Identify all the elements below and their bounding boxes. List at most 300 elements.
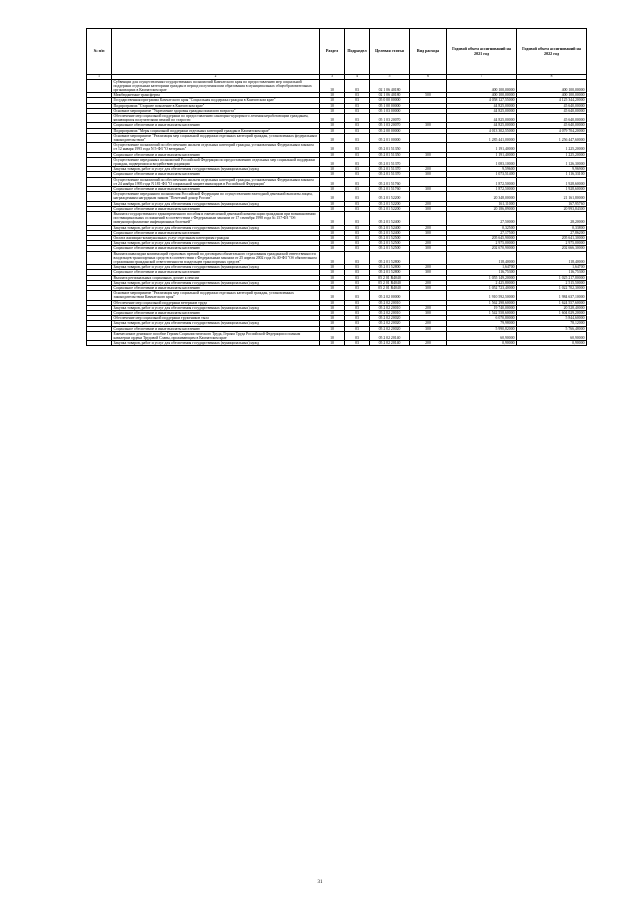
row-2021-cell: 27,17500: [447, 230, 517, 235]
row-section-cell: 10: [320, 103, 345, 108]
table-row: [87, 143, 587, 152]
row-section-cell: 10: [320, 246, 345, 251]
row-target-cell: 05 2 01 51350: [370, 143, 410, 152]
row-2021-cell: 1 872,50000: [447, 186, 517, 191]
table-row: [87, 177, 587, 186]
row-subsection-cell: 03: [345, 291, 370, 300]
row-name-cell: Социальное обеспечение и иные выплаты населению: [112, 123, 320, 128]
row-2021-cell: 1 083,10000: [447, 157, 517, 166]
row-num-cell: [87, 79, 112, 93]
row-target-cell: 05 2 02 20020: [370, 321, 410, 326]
row-target-cell: 05 2 01 51370: [370, 157, 410, 166]
row-2021-cell: 0,90000: [447, 341, 517, 346]
row-2022-cell: 45 640,00000: [517, 123, 587, 128]
row-2022-cell: 1 256 447,60000: [517, 133, 587, 142]
row-num-cell: [87, 341, 112, 346]
row-2021-cell: 60,90000: [447, 331, 517, 340]
row-2022-cell: 4 125 344,20000: [517, 98, 587, 103]
row-2022-cell: 1 126,30000: [517, 157, 587, 166]
row-2022-cell: 116,75300: [517, 270, 587, 275]
table-row: [87, 331, 587, 340]
row-target-cell: 05 0 00 00000: [370, 98, 410, 103]
row-name-cell: Обеспечение мер социальной поддержки тружеников тыла: [112, 316, 320, 321]
row-section-cell: 10: [320, 291, 345, 300]
header-row: [87, 29, 587, 75]
row-section-cell: 10: [320, 172, 345, 177]
row-name-cell: Подпрограмма "Старшее поколение в Камчатском крае": [112, 103, 320, 108]
row-subsection-cell: 03: [345, 98, 370, 103]
row-name-cell: Субвенции для осуществления государственных полномочий Камчатского края по предоставлению мер социальной поддержки отдельным категориям граждан в период получения ими образования в муниципальных общеобразовательных организациях в Камчатском крае: [112, 79, 320, 93]
row-expense-cell: [410, 251, 447, 265]
row-num-cell: [87, 157, 112, 166]
row-section-cell: 10: [320, 133, 345, 142]
row-name-cell: Межбюджетные трансферты: [112, 93, 320, 98]
row-name-cell: Основное мероприятие "Реализация мер социальной поддержки отдельных категорий граждан, установленных законодательством Камчатского края": [112, 291, 320, 300]
row-expense-cell: 300: [410, 326, 447, 331]
row-target-cell: 05 2 02 20010: [370, 300, 410, 305]
row-section-cell: 10: [320, 241, 345, 246]
row-subsection-cell: 03: [345, 167, 370, 172]
row-2021-cell: 5 990,82000: [447, 326, 517, 331]
row-subsection-cell: 03: [345, 316, 370, 321]
row-2022-cell: 1 225,20000: [517, 143, 587, 152]
row-2022-cell: 27,86200: [517, 230, 587, 235]
row-section-cell: 10: [320, 225, 345, 230]
row-2022-cell: 1 025 217,80000: [517, 275, 587, 280]
row-section-cell: 10: [320, 108, 345, 113]
row-2022-cell: 5 766,48000: [517, 326, 587, 331]
row-section-cell: 10: [320, 265, 345, 270]
row-2022-cell: 1 928,60000: [517, 186, 587, 191]
row-2021-cell: 20 186,89000: [447, 206, 517, 211]
row-name-cell: Социальное обеспечение и иные выплаты населению: [112, 186, 320, 191]
row-section-cell: 10: [320, 321, 345, 326]
row-section-cell: 10: [320, 311, 345, 316]
row-2021-cell: 1 191,40000: [447, 143, 517, 152]
row-2021-cell: 0,32500: [447, 225, 517, 230]
row-expense-cell: [410, 291, 447, 300]
header-2021: Годовой объем ассигнований на 2021 год: [447, 29, 517, 75]
table-row: [87, 133, 587, 142]
row-section-cell: 10: [320, 270, 345, 275]
row-section-cell: 10: [320, 300, 345, 305]
row-2021-cell: 116,75300: [447, 270, 517, 275]
row-target-cell: 05 2 01 51370: [370, 172, 410, 177]
row-2021-cell: 44 825,00000: [447, 103, 517, 108]
row-target-cell: 05 2 01 52400: [370, 225, 410, 230]
row-2021-cell: 1 052 723,40000: [447, 286, 517, 291]
row-expense-cell: 300: [410, 172, 447, 177]
row-expense-cell: [410, 133, 447, 142]
row-section-cell: 10: [320, 316, 345, 321]
row-name-cell: Оплата жилищно-коммунальных услуг отдельным категориям граждан: [112, 236, 320, 241]
row-subsection-cell: 03: [345, 103, 370, 108]
row-2022-cell: 45 640,00000: [517, 103, 587, 108]
table-row: [87, 251, 587, 265]
row-expense-cell: 200: [410, 167, 447, 172]
row-num-cell: [87, 331, 112, 340]
row-2022-cell: 1 604 029,20000: [517, 311, 587, 316]
table-row: [87, 113, 587, 122]
row-name-cell: Ежемесячное денежное пособие Героям Социалистического Труда, Героям Труда Российской Федерации и полным кавалерам ордена Трудовой Славы, проживающим в Камчатском крае: [112, 331, 320, 340]
table-row: [87, 192, 587, 201]
row-target-cell: 05 2 01 52200: [370, 206, 410, 211]
row-2021-cell: 1,64700: [447, 265, 517, 270]
row-section-cell: 10: [320, 157, 345, 166]
row-subsection-cell: 03: [345, 241, 370, 246]
row-subsection-cell: 03: [345, 225, 370, 230]
row-name-cell: Осуществление полномочий по обеспечению жильем отдельных категорий граждан, установленных Федеральным законом от 24 ноября 1995 года N 181-ФЗ "О социальной защите инвалидов в Российской Федерации": [112, 177, 320, 186]
row-expense-cell: [410, 211, 447, 225]
row-section-cell: 10: [320, 93, 345, 98]
table-row: [87, 211, 587, 225]
row-name-cell: Выплата инвалидам компенсаций страховых премий по договорам обязательного страхования гражданской ответственности владельцев транспортных средств в соответствии с Федеральным законом от 25 апреля 2002 года № 40-ФЗ "Об обязательном страховании гражданской ответственности владельцев транспортных средств": [112, 251, 320, 265]
row-target-cell: 05 2 01 52400: [370, 230, 410, 235]
header-section: Раздел: [320, 29, 345, 75]
row-subsection-cell: 03: [345, 236, 370, 241]
row-2021-cell: 1 562 298,60000: [447, 300, 517, 305]
row-section-cell: 10: [320, 326, 345, 331]
row-expense-cell: 200: [410, 321, 447, 326]
row-name-cell: Социальное обеспечение и иные выплаты населению: [112, 230, 320, 235]
row-name-cell: Закупка товаров, работ и услуг для обеспечения государственных (муниципальных) нужд: [112, 341, 320, 346]
row-name-cell: Социальное обеспечение и иные выплаты населению: [112, 152, 320, 157]
budget-table: [86, 28, 587, 346]
row-2022-cell: 400 100,00000: [517, 79, 587, 93]
row-name-cell: Закупка товаров, работ и услуг для обеспечения государственных (муниципальных) нужд: [112, 201, 320, 206]
row-num-cell: [87, 211, 112, 225]
table-body: [87, 79, 587, 346]
row-expense-cell: 300: [410, 311, 447, 316]
row-name-cell: Закупка товаров, работ и услуг для обеспечения государственных (муниципальных) нужд: [112, 167, 320, 172]
column-number: 2: [112, 75, 320, 80]
row-section-cell: 10: [320, 331, 345, 340]
row-subsection-cell: 03: [345, 143, 370, 152]
column-number: 5: [370, 75, 410, 80]
row-subsection-cell: 03: [345, 113, 370, 122]
row-expense-cell: 300: [410, 270, 447, 275]
row-subsection-cell: 03: [345, 128, 370, 133]
row-2021-cell: 4 058 127,55000: [447, 98, 517, 103]
row-name-cell: Социальное обеспечение и иные выплаты населению: [112, 246, 320, 251]
page-number: 31: [317, 880, 323, 885]
row-2022-cell: 20 528,40000: [517, 305, 587, 310]
row-2021-cell: 118,40000: [447, 251, 517, 265]
column-number: 6: [410, 75, 447, 80]
row-expense-cell: [410, 157, 447, 166]
row-expense-cell: [410, 113, 447, 122]
row-target-cell: 05 2 02 20010: [370, 305, 410, 310]
row-subsection-cell: 03: [345, 321, 370, 326]
row-subsection-cell: 03: [345, 331, 370, 340]
row-target-cell: 05 2 01 52200: [370, 192, 410, 201]
row-2021-cell: 1 055 149,20000: [447, 275, 517, 280]
row-subsection-cell: 03: [345, 201, 370, 206]
row-subsection-cell: 03: [345, 270, 370, 275]
row-2022-cell: 78,12000: [517, 321, 587, 326]
row-expense-cell: 500: [410, 93, 447, 98]
row-target-cell: 05 2 01 52800: [370, 251, 410, 265]
row-section-cell: 10: [320, 143, 345, 152]
row-2021-cell: 44 825,00000: [447, 108, 517, 113]
row-name-cell: Социальное обеспечение и иные выплаты населению: [112, 311, 320, 316]
row-2022-cell: 1 624 557,60000: [517, 300, 587, 305]
row-section-cell: 10: [320, 211, 345, 225]
row-num-cell: [87, 133, 112, 142]
row-2022-cell: 118,40000: [517, 251, 587, 265]
row-target-cell: 05 1 03 00000: [370, 108, 410, 113]
column-number: 1: [87, 75, 112, 80]
row-expense-cell: [410, 79, 447, 93]
row-target-cell: 05 2 02 20020: [370, 326, 410, 331]
row-name-cell: Закупка товаров, работ и услуг для обеспечения государственных (муниципальных) нужд: [112, 225, 320, 230]
row-name-cell: Основное мероприятие "Реализация мер социальной поддержки отдельных категорий граждан, установленных федеральным законодательством": [112, 133, 320, 142]
row-section-cell: 10: [320, 79, 345, 93]
row-section-cell: 10: [320, 177, 345, 186]
row-target-cell: 05 2 01 52500: [370, 236, 410, 241]
row-target-cell: 05 2 01 52800: [370, 265, 410, 270]
table-row: [87, 341, 587, 346]
row-2021-cell: 1 073,51400: [447, 172, 517, 177]
row-subsection-cell: 03: [345, 275, 370, 280]
row-expense-cell: 300: [410, 123, 447, 128]
row-target-cell: 05 2 01 R4040: [370, 275, 410, 280]
row-name-cell: Подпрограмма "Меры социальной поддержки отдельных категорий граждан в Камчатском крае": [112, 128, 320, 133]
row-expense-cell: 300: [410, 246, 447, 251]
row-2022-cell: 1 984 637,10000: [517, 291, 587, 300]
column-number: 8: [517, 75, 587, 80]
row-subsection-cell: 03: [345, 172, 370, 177]
row-expense-cell: 200: [410, 265, 447, 270]
row-name-cell: Закупка товаров, работ и услуг для обеспечения государственных (муниципальных) нужд: [112, 265, 320, 270]
row-subsection-cell: 03: [345, 133, 370, 142]
row-num-cell: [87, 113, 112, 122]
header-subsection: Подраздел: [345, 29, 370, 75]
header-num: № п/п: [87, 29, 112, 75]
row-subsection-cell: 03: [345, 251, 370, 265]
row-section-cell: 10: [320, 305, 345, 310]
row-subsection-cell: 03: [345, 152, 370, 157]
row-2021-cell: 6 070,80000: [447, 316, 517, 321]
row-section-cell: 10: [320, 128, 345, 133]
row-expense-cell: [410, 177, 447, 186]
row-subsection-cell: 03: [345, 265, 370, 270]
row-subsection-cell: 03: [345, 192, 370, 201]
row-subsection-cell: 03: [345, 326, 370, 331]
row-2022-cell: 1,64700: [517, 265, 587, 270]
row-2021-cell: 1 910 592,50000: [447, 291, 517, 300]
row-2021-cell: 1 542 558,60000: [447, 311, 517, 316]
row-section-cell: 10: [320, 230, 345, 235]
row-target-cell: 05 2 01 52500: [370, 246, 410, 251]
row-target-cell: 05 2 02 20140: [370, 341, 410, 346]
row-subsection-cell: 03: [345, 246, 370, 251]
row-2022-cell: 5 844,60000: [517, 316, 587, 321]
row-target-cell: 05 2 01 51760: [370, 186, 410, 191]
row-expense-cell: 200: [410, 341, 447, 346]
row-2022-cell: 1 928,60000: [517, 177, 587, 186]
column-number: 4: [345, 75, 370, 80]
row-num-cell: [87, 143, 112, 152]
row-section-cell: 10: [320, 192, 345, 201]
row-2022-cell: 28,20000: [517, 211, 587, 225]
row-expense-cell: 200: [410, 280, 447, 285]
row-2022-cell: 4 079 704,20000: [517, 128, 587, 133]
row-section-cell: 10: [320, 251, 345, 265]
row-expense-cell: 200: [410, 225, 447, 230]
header-2022: Годовой объем ассигнований на 2022 год: [517, 29, 587, 75]
row-expense-cell: [410, 192, 447, 201]
row-target-cell: 02 1 06 40180: [370, 79, 410, 93]
row-2022-cell: 45 640,00000: [517, 113, 587, 122]
row-2021-cell: 19 740,00000: [447, 305, 517, 310]
row-target-cell: 05 2 00 00000: [370, 128, 410, 133]
row-subsection-cell: 03: [345, 186, 370, 191]
row-name-cell: Закупка товаров, работ и услуг для обеспечения государственных (муниципальных) нужд: [112, 321, 320, 326]
row-num-cell: [87, 177, 112, 186]
row-section-cell: 10: [320, 186, 345, 191]
row-target-cell: 05 2 01 52200: [370, 201, 410, 206]
row-name-cell: Социальное обеспечение и иные выплаты населению: [112, 172, 320, 177]
row-name-cell: Социальное обеспечение и иные выплаты населению: [112, 286, 320, 291]
header-expense: Вид расхода: [410, 29, 447, 75]
row-2021-cell: 20 348,00000: [447, 192, 517, 201]
row-section-cell: 10: [320, 123, 345, 128]
row-name-cell: Выплата государственного единовременного пособия и ежемесячной денежной компенсации гражданам при возникновении поствакцинальных осложнений в соответствии с Федеральным законом от 17 сентября 1998 года № 157-ФЗ "Об иммунопрофилактике инфекционных болезней": [112, 211, 320, 225]
row-target-cell: 05 2 02 20010: [370, 311, 410, 316]
row-subsection-cell: 03: [345, 311, 370, 316]
row-section-cell: 10: [320, 286, 345, 291]
row-section-cell: 10: [320, 275, 345, 280]
row-target-cell: 05 2 01 R4040: [370, 280, 410, 285]
row-subsection-cell: 03: [345, 157, 370, 166]
row-subsection-cell: 03: [345, 206, 370, 211]
row-name-cell: Обеспечение мер социальной поддержки ветеранов труда: [112, 300, 320, 305]
row-target-cell: 05 2 01 52800: [370, 270, 410, 275]
row-target-cell: 02 1 06 40180: [370, 93, 410, 98]
row-target-cell: 05 2 01 51760: [370, 177, 410, 186]
row-2022-cell: 400 100,00000: [517, 93, 587, 98]
row-section-cell: 10: [320, 280, 345, 285]
row-target-cell: 05 2 02 20020: [370, 316, 410, 321]
row-2021-cell: 27,50000: [447, 211, 517, 225]
row-name-cell: Государственная программа Камчатского края "Социальная поддержка граждан в Камчатском крае": [112, 98, 320, 103]
row-2021-cell: 2 425,80000: [447, 280, 517, 285]
row-2022-cell: 1 116,33100: [517, 172, 587, 177]
row-2022-cell: 2 515,50000: [517, 280, 587, 285]
row-name-cell: Основное мероприятие "Укрепление здоровья граждан пожилого возраста": [112, 108, 320, 113]
table-row: [87, 157, 587, 166]
row-expense-cell: 300: [410, 286, 447, 291]
row-section-cell: 10: [320, 206, 345, 211]
row-expense-cell: [410, 143, 447, 152]
row-subsection-cell: 03: [345, 280, 370, 285]
row-2022-cell: 21 161,80000: [517, 192, 587, 201]
row-section-cell: 10: [320, 236, 345, 241]
header-name: [112, 29, 320, 75]
row-2021-cell: 400 100,00000: [447, 93, 517, 98]
row-expense-cell: 200: [410, 201, 447, 206]
row-target-cell: 05 2 01 51350: [370, 152, 410, 157]
row-subsection-cell: 03: [345, 230, 370, 235]
row-2021-cell: 1 285 441,00000: [447, 133, 517, 142]
row-section-cell: 10: [320, 201, 345, 206]
row-name-cell: Осуществление переданного полномочия Российской Федерации по осуществлению ежегодной денежной выплаты лицам, награжденным нагрудным знаком "Почетный донор России": [112, 192, 320, 201]
row-target-cell: 05 2 01 52400: [370, 211, 410, 225]
row-2021-cell: 79,98000: [447, 321, 517, 326]
row-2022-cell: 45 640,00000: [517, 108, 587, 113]
row-subsection-cell: 03: [345, 305, 370, 310]
row-name-cell: Осуществление переданных полномочий Российской Федерации по предоставлению отдельных мер социальной поддержки граждан, подвергшихся воздействию радиации: [112, 157, 320, 166]
row-subsection-cell: 03: [345, 177, 370, 186]
row-expense-cell: 300: [410, 230, 447, 235]
row-2021-cell: 44 825,00000: [447, 113, 517, 122]
row-target-cell: 05 1 03 20070: [370, 113, 410, 122]
row-expense-cell: 300: [410, 186, 447, 191]
row-target-cell: 05 2 02 20140: [370, 331, 410, 340]
row-name-cell: Социальное обеспечение и иные выплаты населению: [112, 270, 320, 275]
row-expense-cell: [410, 331, 447, 340]
column-number: 3: [320, 75, 345, 80]
row-target-cell: 05 2 01 R4040: [370, 286, 410, 291]
row-section-cell: 10: [320, 167, 345, 172]
row-2021-cell: 205 645,90000: [447, 236, 517, 241]
row-2022-cell: 20 993,84300: [517, 206, 587, 211]
row-section-cell: 10: [320, 98, 345, 103]
row-name-cell: Осуществление полномочий по обеспечению жильем отдельных категорий граждан, установленных Федеральным законом от 12 января 1995 года N 5-ФЗ "О ветеранах": [112, 143, 320, 152]
row-name-cell: Социальное обеспечение и иные выплаты населению: [112, 206, 320, 211]
row-2021-cell: 400 100,00000: [447, 79, 517, 93]
row-2021-cell: 2 975,00000: [447, 241, 517, 246]
row-section-cell: 10: [320, 152, 345, 157]
row-subsection-cell: 03: [345, 300, 370, 305]
row-subsection-cell: 03: [345, 211, 370, 225]
row-name-cell: Выплата региональных социальных доплат к пенсии: [112, 275, 320, 280]
row-target-cell: 05 1 03 20070: [370, 123, 410, 128]
row-num-cell: [87, 291, 112, 300]
row-2022-cell: 0,90000: [517, 341, 587, 346]
row-subsection-cell: 03: [345, 341, 370, 346]
row-subsection-cell: 03: [345, 123, 370, 128]
row-num-cell: [87, 192, 112, 201]
table-row: [87, 79, 587, 93]
row-2022-cell: 167,95760: [517, 201, 587, 206]
row-2021-cell: 161,11000: [447, 201, 517, 206]
row-name-cell: Социальное обеспечение и иные выплаты населению: [112, 326, 320, 331]
row-2022-cell: 1 225,20000: [517, 152, 587, 157]
row-2022-cell: 0,33800: [517, 225, 587, 230]
row-section-cell: 10: [320, 113, 345, 122]
row-2021-cell: 1 872,50000: [447, 177, 517, 186]
header-target: Целевая статья: [370, 29, 410, 75]
column-number: 7: [447, 75, 517, 80]
row-target-cell: 05 2 01 52500: [370, 241, 410, 246]
row-name-cell: Закупка товаров, работ и услуг для обеспечения государственных (муниципальных) нужд: [112, 305, 320, 310]
row-subsection-cell: 03: [345, 93, 370, 98]
row-expense-cell: 200: [410, 241, 447, 246]
row-2021-cell: 202 670,90000: [447, 246, 517, 251]
row-2022-cell: 2 975,00000: [517, 241, 587, 246]
table-row: [87, 291, 587, 300]
row-subsection-cell: 03: [345, 286, 370, 291]
row-name-cell: Обеспечение мер социальной поддержки по предоставлению санаторно-курортного лечения неработающим гражданам, являющимся получателями пенсий по старости: [112, 113, 320, 122]
row-expense-cell: 300: [410, 206, 447, 211]
row-num-cell: [87, 251, 112, 265]
row-2022-cell: 205 641,30000: [517, 236, 587, 241]
row-2022-cell: 202 666,30000: [517, 246, 587, 251]
row-subsection-cell: 03: [345, 108, 370, 113]
row-2021-cell: 9,59600: [447, 167, 517, 172]
